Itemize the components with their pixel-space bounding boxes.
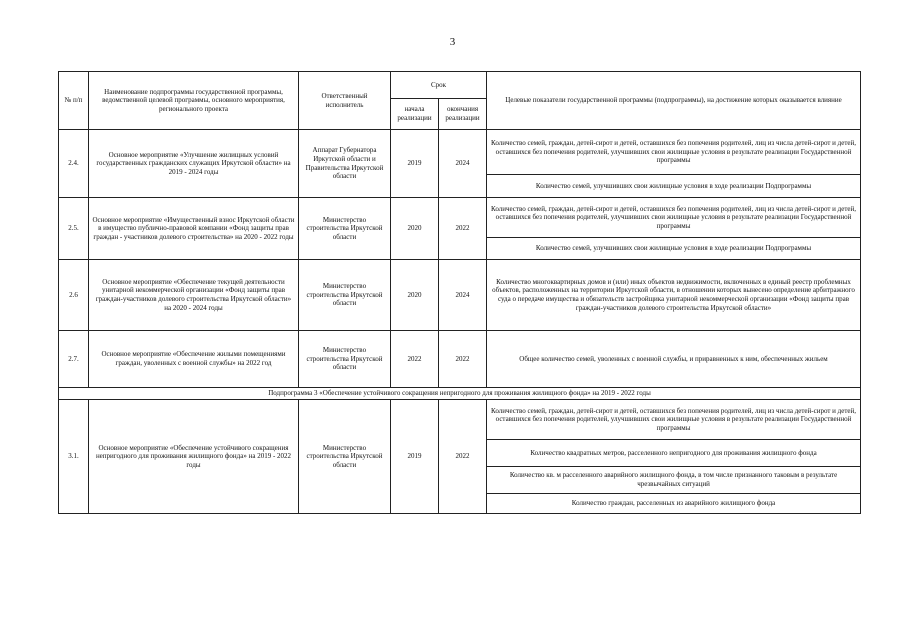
- row-executor: Аппарат Губернатора Иркутской области и Правительства Иркутской области: [299, 130, 391, 198]
- row-start: 2022: [391, 331, 439, 388]
- page-number: 3: [449, 36, 456, 48]
- row-indicator: Количество семей, улучшивших свои жилищные условия в ходе реализации Подпрограммы: [487, 238, 861, 260]
- row-num: 2.5.: [59, 198, 89, 260]
- header-targets: Целевые показатели государственной программы (подпрограммы), на достижение которых оказывается влияние: [487, 72, 861, 130]
- header-end: окончания реализации: [439, 99, 487, 130]
- row-indicator: Количество граждан, расселенных из аварийного жилищного фонда: [487, 494, 861, 514]
- table-row: [59, 130, 861, 175]
- row-name: Основное мероприятие «Обеспечение текущей деятельности унитарной некоммерческой организации «Фонд защиты прав граждан-участников долевого строительства Иркутской области» на 2020 - 2024 годы: [89, 260, 299, 331]
- row-num: 2.7.: [59, 331, 89, 388]
- program-table: [58, 71, 861, 514]
- row-indicator: Количество кв. м расселенного аварийного жилищного фонда, в том числе признанного таковым в результате чрезвычайных ситуаций: [487, 467, 861, 494]
- row-start: 2019: [391, 400, 439, 514]
- row-indicator: Количество семей, граждан, детей-сирот и детей, оставшихся без попечения родителей, лиц из числа детей-сирот и детей, оставшихся без попечения родителей, улучшивших свои жилищные условия в результате реализации Государственной программы: [487, 400, 861, 440]
- row-indicator: Количество квадратных метров, расселенного непригодного для проживания жилищного фонда: [487, 440, 861, 467]
- header-row: [59, 72, 861, 99]
- subprogram-heading-row: [59, 388, 861, 400]
- row-num: 3.1.: [59, 400, 89, 514]
- header-start: начала реализации: [391, 99, 439, 130]
- row-end: 2024: [439, 130, 487, 198]
- row-indicator: Общее количество семей, уволенных с военной службы, и приравненных к ним, обеспеченных жильем: [487, 331, 861, 388]
- header-name: Наименование подпрограммы государственной программы, ведомственной целевой программы, основного мероприятия, регионального проекта: [89, 72, 299, 130]
- row-name: Основное мероприятие «Обеспечение жилыми помещениями граждан, уволенных с военной службы» на 2022 год: [89, 331, 299, 388]
- row-executor: Министерство строительства Иркутской области: [299, 400, 391, 514]
- subprogram-heading: Подпрограмма 3 «Обеспечение устойчивого сокращения непригодного для проживания жилищного фонда» на 2019 - 2022 годы: [59, 388, 861, 400]
- row-num: 2.6: [59, 260, 89, 331]
- row-indicator: Количество семей, улучшивших свои жилищные условия в ходе реализации Подпрограммы: [487, 175, 861, 198]
- row-end: 2022: [439, 198, 487, 260]
- table-row: [59, 198, 861, 238]
- row-indicator: Количество семей, граждан, детей-сирот и детей, оставшихся без попечения родителей, лиц из числа детей-сирот и детей, оставшихся без попечения родителей, улучшивших свои жилищные условия в результате реализации Государственной программы: [487, 130, 861, 175]
- table-row: [59, 260, 861, 331]
- row-name: Основное мероприятие «Имущественный взнос Иркутской области в имущество публично-правовой компании «Фонд защиты прав граждан - участников долевого строительства» на 2020 - 2022 годы: [89, 198, 299, 260]
- row-num: 2.4.: [59, 130, 89, 198]
- row-name: Основное мероприятие «Улучшение жилищных условий государственных гражданских служащих Иркутской области» на 2019 - 2024 годы: [89, 130, 299, 198]
- row-start: 2019: [391, 130, 439, 198]
- row-start: 2020: [391, 198, 439, 260]
- row-end: 2024: [439, 260, 487, 331]
- header-executor: Ответственный исполнитель: [299, 72, 391, 130]
- row-start: 2020: [391, 260, 439, 331]
- row-executor: Министерство строительства Иркутской области: [299, 260, 391, 331]
- row-indicator: Количество семей, граждан, детей-сирот и детей, оставшихся без попечения родителей, лиц из числа детей-сирот и детей, оставшихся без попечения родителей, улучшивших свои жилищные условия в результате реализации Государственной программы: [487, 198, 861, 238]
- row-name: Основное мероприятие «Обеспечение устойчивого сокращения непригодного для проживания жилищного фонда» на 2019 - 2022 годы: [89, 400, 299, 514]
- row-executor: Министерство строительства Иркутской области: [299, 198, 391, 260]
- header-term: Срок: [391, 72, 487, 99]
- row-executor: Министерство строительства Иркутской области: [299, 331, 391, 388]
- row-indicator: Количество многоквартирных домов и (или) иных объектов недвижимости, включенных в единый реестр проблемных объектов, расположенных на территории Иркутской области, в отношении которых вынесено определение арбитражного суда о передаче имущества и обязательств застройщика унитарной некоммерческой организации «Фонд защиты прав граждан-участников долевого строительства Иркутской области»: [487, 260, 861, 331]
- table-row: [59, 400, 861, 440]
- table-row: [59, 331, 861, 388]
- header-num: № п/п: [59, 72, 89, 130]
- row-end: 2022: [439, 400, 487, 514]
- row-end: 2022: [439, 331, 487, 388]
